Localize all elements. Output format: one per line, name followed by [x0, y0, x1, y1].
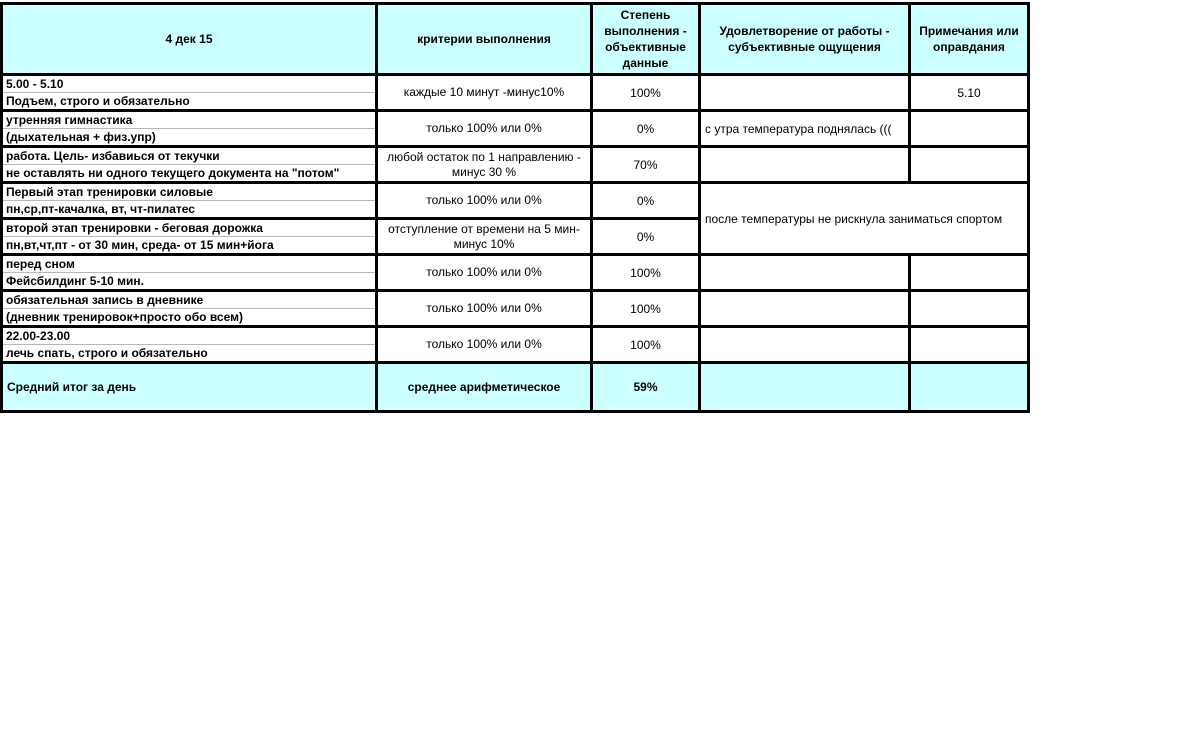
task-line-1: Первый этап тренировки силовые	[3, 184, 375, 201]
task-line-1: утренняя гимнастика	[3, 112, 375, 129]
table-row	[2, 291, 1029, 327]
summary-notes-cell	[910, 363, 1029, 412]
notes-cell	[910, 327, 1029, 363]
header-cell-criteria: критерии выполнения	[377, 4, 592, 75]
table-row	[2, 75, 1029, 111]
satisfaction-cell	[700, 75, 910, 111]
merged-note-cell: после температуры не рискнула заниматься спортом	[700, 183, 1029, 255]
task-cell	[2, 219, 377, 255]
task-line-1: 22.00-23.00	[3, 328, 375, 345]
summary-row	[2, 363, 1029, 412]
task-line-2: не оставлять ни одного текущего документа на "потом"	[6, 166, 340, 180]
task-cell	[2, 111, 377, 147]
task-cell	[2, 183, 377, 219]
satisfaction-cell	[700, 291, 910, 327]
task-line-1: перед сном	[3, 256, 375, 273]
notes-cell	[910, 111, 1029, 147]
criteria-cell: только 100% или 0%	[377, 255, 592, 291]
criteria-cell: любой остаток по 1 направлению - минус 30 %	[377, 147, 592, 183]
table-row	[2, 147, 1029, 183]
criteria-cell: только 100% или 0%	[377, 291, 592, 327]
task-cell	[2, 75, 377, 111]
task-line-1: работа. Цель- избавиься от текучки	[3, 148, 375, 165]
degree-cell: 0%	[592, 111, 700, 147]
degree-cell: 100%	[592, 75, 700, 111]
schedule-table	[0, 2, 1030, 413]
task-line-1: второй этап тренировки - беговая дорожка	[3, 220, 375, 237]
header-cell-notes: Примечания или оправдания	[910, 4, 1029, 75]
task-line-1: обязательная запись в дневнике	[3, 292, 375, 309]
satisfaction-cell	[700, 147, 910, 183]
table-row	[2, 183, 1029, 219]
criteria-cell: только 100% или 0%	[377, 111, 592, 147]
criteria-cell: отступление от времени на 5 мин- минус 10%	[377, 219, 592, 255]
header-cell-date: 4 дек 15	[2, 4, 377, 75]
task-line-2: Подъем, строго и обязательно	[6, 94, 190, 108]
notes-cell	[910, 147, 1029, 183]
degree-cell: 100%	[592, 255, 700, 291]
table-row	[2, 111, 1029, 147]
table-row	[2, 327, 1029, 363]
task-line-1: 5.00 - 5.10	[3, 76, 375, 93]
header-row	[2, 4, 1029, 75]
task-line-2: пн,ср,пт-качалка, вт, чт-пилатес	[6, 202, 195, 216]
header-cell-degree: Степень выполнения - объективные данные	[592, 4, 700, 75]
task-cell	[2, 291, 377, 327]
satisfaction-cell: с утра температура поднялась (((	[700, 111, 910, 147]
criteria-cell: только 100% или 0%	[377, 183, 592, 219]
task-cell	[2, 327, 377, 363]
criteria-cell: каждые 10 минут -минус10%	[377, 75, 592, 111]
degree-cell: 70%	[592, 147, 700, 183]
satisfaction-cell	[700, 327, 910, 363]
notes-cell: 5.10	[910, 75, 1029, 111]
notes-cell	[910, 291, 1029, 327]
notes-cell	[910, 255, 1029, 291]
header-cell-satisfaction: Удовлетворение от работы - субъективные ощущения	[700, 4, 910, 75]
summary-label-cell: Средний итог за день	[2, 363, 377, 412]
satisfaction-cell	[700, 255, 910, 291]
summary-degree-cell: 59%	[592, 363, 700, 412]
task-line-2: лечь спать, строго и обязательно	[6, 346, 208, 360]
degree-cell: 100%	[592, 327, 700, 363]
criteria-cell: только 100% или 0%	[377, 327, 592, 363]
task-line-2: Фейсбилдинг 5-10 мин.	[6, 274, 144, 288]
degree-cell: 100%	[592, 291, 700, 327]
task-line-2: (дыхательная + физ.упр)	[6, 130, 156, 144]
summary-criteria-cell: среднее арифметическое	[377, 363, 592, 412]
degree-cell: 0%	[592, 183, 700, 219]
table-row	[2, 255, 1029, 291]
task-line-2: пн,вт,чт,пт - от 30 мин, среда- от 15 мин+йога	[6, 238, 274, 252]
summary-satisfaction-cell	[700, 363, 910, 412]
degree-cell: 0%	[592, 219, 700, 255]
task-line-2: (дневник тренировок+просто обо всем)	[6, 310, 243, 324]
task-cell	[2, 147, 377, 183]
task-cell	[2, 255, 377, 291]
